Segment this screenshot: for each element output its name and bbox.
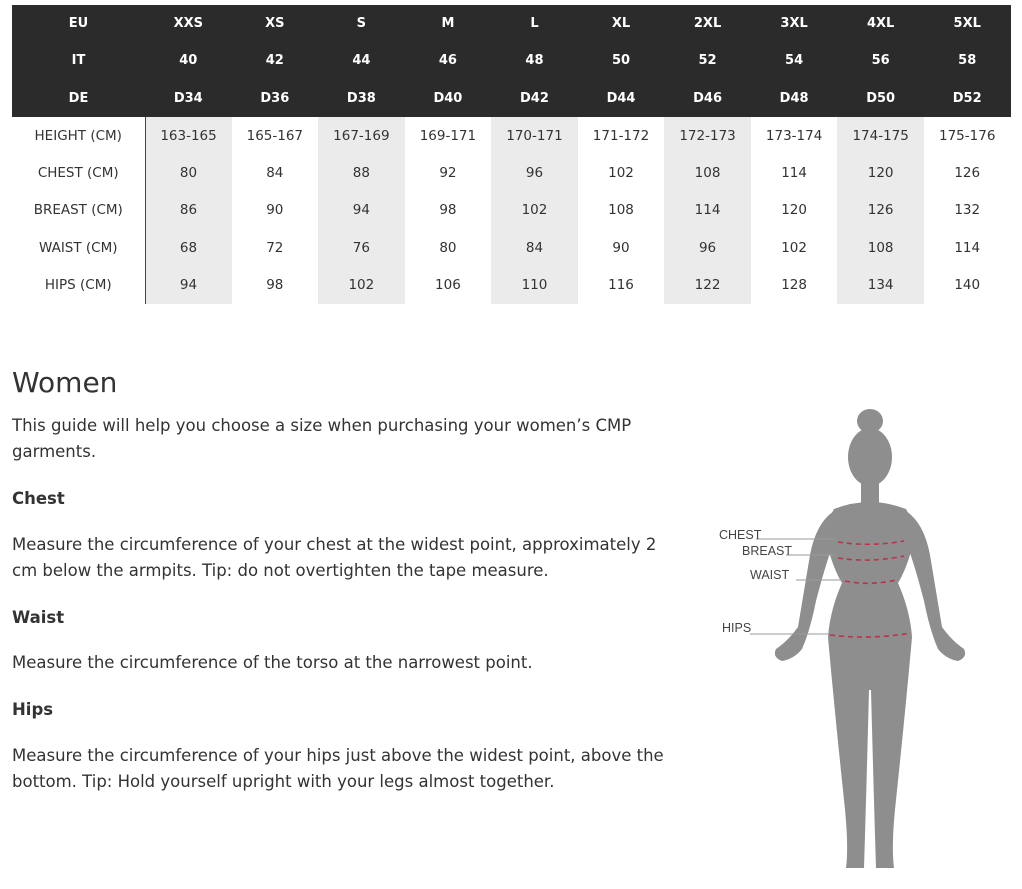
breast-label: BREAST (742, 544, 793, 558)
header-cell: D50 (837, 80, 924, 117)
row-label: BREAST (CM) (12, 192, 145, 229)
header-cell: 56 (837, 42, 924, 79)
hips-heading: Hips (12, 700, 54, 719)
header-cell: 2XL (664, 5, 751, 42)
right-arm-shape (906, 511, 965, 661)
header-cell: L (491, 5, 578, 42)
header-cell: 46 (405, 42, 492, 79)
table-cell: 76 (318, 229, 405, 266)
table-cell: 84 (266, 164, 284, 181)
table-cell: 108 (664, 154, 751, 191)
header-cell: 50 (578, 42, 665, 79)
header-label: IT (12, 42, 145, 79)
table-cell: 102 (781, 239, 807, 256)
header-cell: S (318, 5, 405, 42)
header-cell: D48 (751, 80, 838, 117)
header-label: EU (12, 5, 145, 42)
row-label: HIPS (CM) (12, 266, 145, 303)
table-cell: 120 (837, 154, 924, 191)
body-measurement-figure (710, 405, 990, 877)
size-chart-body (12, 117, 1011, 304)
section-title: Women (12, 366, 118, 399)
header-cell: D34 (145, 80, 232, 117)
table-cell: 173-174 (765, 127, 823, 144)
table-row-waist (12, 229, 1011, 266)
header-cell: XXS (145, 5, 232, 42)
table-cell: 80 (439, 239, 457, 256)
header-cell: XL (578, 5, 665, 42)
table-cell: 84 (491, 229, 578, 266)
header-cell: D52 (924, 80, 1011, 117)
table-cell: 110 (491, 266, 578, 303)
header-cell: XS (232, 5, 319, 42)
table-cell: 171-172 (592, 127, 650, 144)
header-cell: D46 (664, 80, 751, 117)
table-cell: 122 (664, 266, 751, 303)
header-cell: 54 (751, 42, 838, 79)
table-cell: 102 (318, 266, 405, 303)
header-cell: 5XL (924, 5, 1011, 42)
table-cell: 80 (145, 154, 232, 191)
header-cell: D42 (491, 80, 578, 117)
row-label: WAIST (CM) (12, 229, 145, 266)
waist-heading: Waist (12, 608, 65, 627)
header-cell: D40 (405, 80, 492, 117)
header-cell: 58 (924, 42, 1011, 79)
header-cell: D36 (232, 80, 319, 117)
table-cell: 169-171 (419, 127, 477, 144)
table-row-hips (12, 266, 1011, 303)
table-cell: 163-165 (145, 117, 232, 154)
table-cell: 102 (608, 164, 634, 181)
table-cell: 114 (954, 239, 981, 256)
table-cell: 72 (266, 239, 284, 256)
header-row-it (12, 42, 1011, 79)
header-cell: M (405, 5, 492, 42)
chest-heading: Chest (12, 489, 65, 508)
table-cell: 140 (954, 277, 981, 294)
table-cell: 126 (954, 164, 981, 181)
table-cell: 126 (837, 192, 924, 229)
table-cell: 175-176 (939, 127, 996, 144)
table-cell: 68 (145, 229, 232, 266)
neck-shape (861, 479, 879, 505)
header-row-de (12, 80, 1011, 117)
table-cell: 120 (781, 202, 807, 219)
table-cell: 98 (439, 202, 457, 219)
header-row-eu (12, 5, 1011, 42)
table-cell: 170-171 (491, 117, 578, 154)
intro-text: This guide will help you choose a size when purchasing your women’s CMP garments. (12, 416, 632, 461)
waist-label: WAIST (750, 568, 790, 582)
table-cell: 165-167 (246, 127, 304, 144)
table-cell: 106 (435, 277, 461, 294)
table-cell: 92 (439, 164, 457, 181)
table-cell: 96 (491, 154, 578, 191)
table-cell: 88 (318, 154, 405, 191)
table-cell: 96 (664, 229, 751, 266)
left-arm-shape (775, 511, 834, 661)
row-label: HEIGHT (CM) (12, 117, 145, 154)
table-cell: 102 (491, 192, 578, 229)
header-cell: 42 (232, 42, 319, 79)
header-cell: 48 (491, 42, 578, 79)
table-cell: 114 (664, 192, 751, 229)
table-cell: 116 (608, 277, 634, 294)
body-silhouette (775, 409, 965, 868)
table-cell: 174-175 (837, 117, 924, 154)
row-label: CHEST (CM) (12, 154, 145, 191)
header-cell: 52 (664, 42, 751, 79)
header-cell: 3XL (751, 5, 838, 42)
size-chart-header (12, 5, 1011, 117)
table-cell: 98 (266, 277, 284, 294)
table-row-chest (12, 154, 1011, 191)
table-cell: 132 (954, 202, 981, 219)
table-cell: 94 (318, 192, 405, 229)
head-shape (848, 428, 892, 486)
table-cell: 172-173 (664, 117, 751, 154)
hips-label: HIPS (722, 621, 752, 635)
hips-text: Measure the circumference of your hips just above the widest point, above the bottom. Tip: Hold yourself upright with your legs almost together. (12, 746, 664, 791)
header-cell: 4XL (837, 5, 924, 42)
table-cell: 94 (145, 266, 232, 303)
table-cell: 108 (608, 202, 634, 219)
size-chart-table (12, 5, 1011, 304)
chest-text: Measure the circumference of your chest at the widest point, approximately 2 cm below the armpits. Tip: do not overtighten the tape measure. (12, 535, 657, 580)
table-cell: 128 (781, 277, 807, 294)
table-cell: 167-169 (318, 117, 405, 154)
table-cell: 90 (266, 202, 284, 219)
table-cell: 86 (145, 192, 232, 229)
waist-text: Measure the circumference of the torso at the narrowest point. (12, 653, 533, 672)
header-cell: 40 (145, 42, 232, 79)
table-row-breast (12, 192, 1011, 229)
table-cell: 108 (837, 229, 924, 266)
table-cell: 114 (781, 164, 807, 181)
chest-label: CHEST (719, 528, 762, 542)
header-cell: 44 (318, 42, 405, 79)
table-row-height (12, 117, 1011, 154)
header-cell: D44 (578, 80, 665, 117)
header-cell: D38 (318, 80, 405, 117)
header-label: DE (12, 80, 145, 117)
table-cell: 134 (837, 266, 924, 303)
table-cell: 90 (612, 239, 630, 256)
